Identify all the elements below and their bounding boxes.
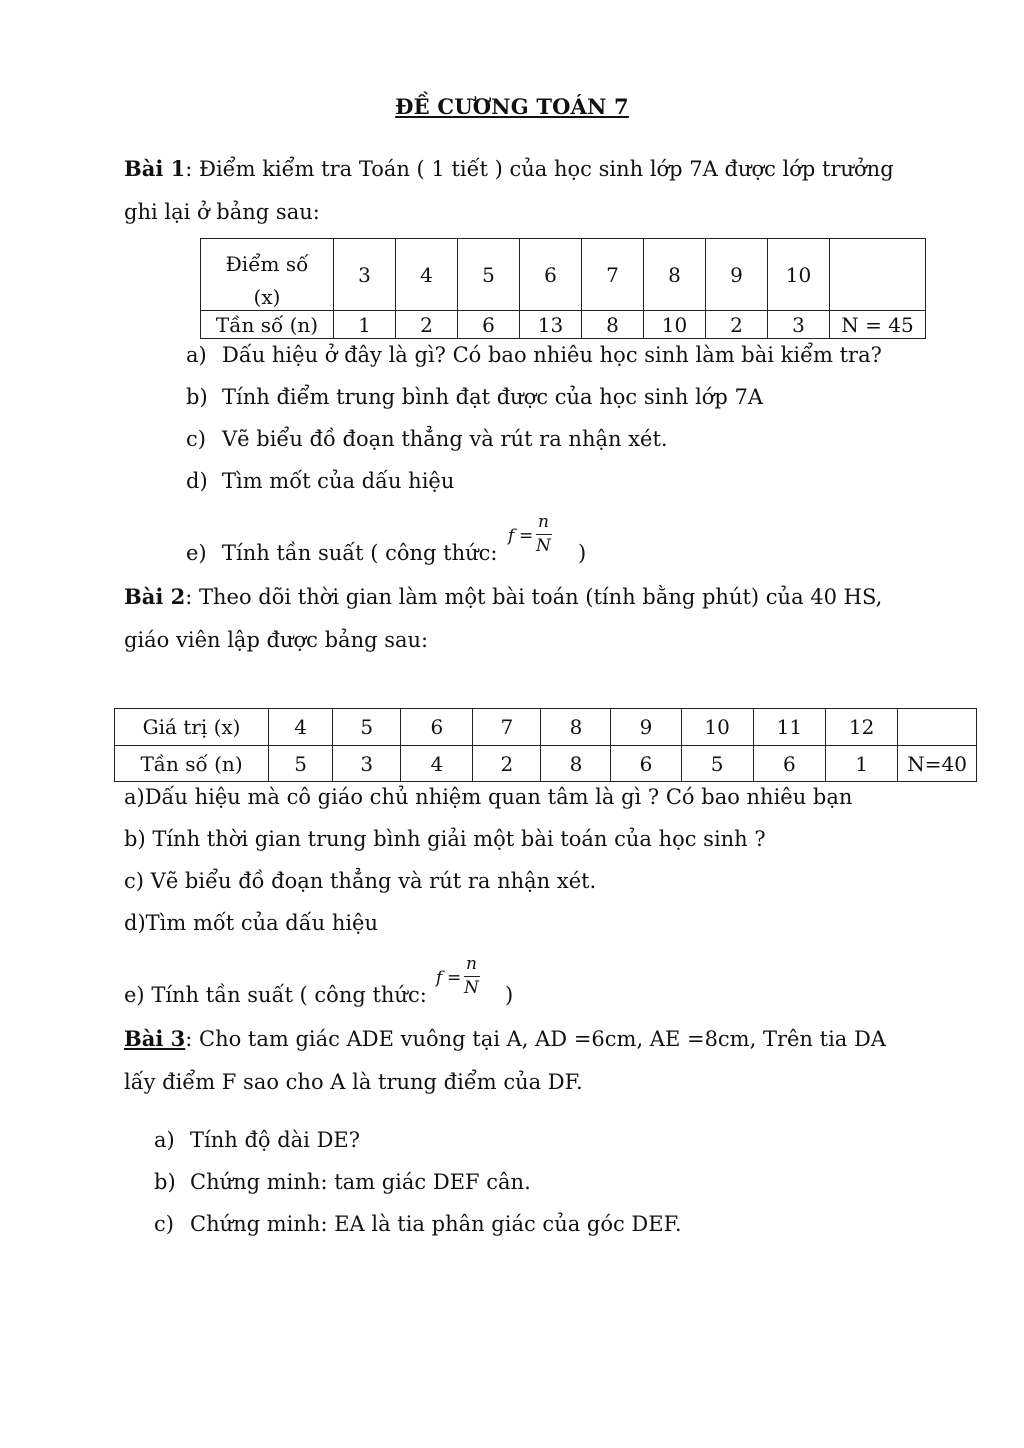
bai2-question-b: b) Tính thời gian trung bình giải một bài toán của học sinh ? bbox=[124, 827, 766, 851]
table-cell: 6 bbox=[458, 311, 520, 339]
bai1-header-x: Điểm số (x) bbox=[201, 239, 334, 311]
bai2-header-x: Giá trị (x) bbox=[115, 709, 269, 746]
bai1-question-d: d) Tìm mốt của dấu hiệu bbox=[186, 469, 455, 493]
bai1-table-row-x bbox=[201, 239, 926, 311]
bai2-intro bbox=[124, 575, 914, 662]
table-cell: 2 bbox=[706, 311, 768, 339]
table-cell: 8 bbox=[541, 709, 611, 746]
bai2-question-e: e) Tính tần suất ( công thức: bbox=[124, 983, 427, 1007]
bai2-header-n: Tần số (n) bbox=[115, 746, 269, 782]
table-cell: 12 bbox=[826, 709, 898, 746]
table-cell: 6 bbox=[611, 746, 681, 782]
table-cell: 5 bbox=[458, 239, 520, 311]
bai1-question-a: a) Dấu hiệu ở đây là gì? Có bao nhiêu học sinh làm bài kiểm tra? bbox=[186, 343, 882, 367]
table-cell: 1 bbox=[826, 746, 898, 782]
table-cell: 8 bbox=[644, 239, 706, 311]
bai3-text: : Cho tam giác ADE vuông tại A, AD =6cm, AE =8cm, Trên tia DA lấy điểm F sao cho A là trung điểm của DF. bbox=[124, 1027, 886, 1094]
table-cell: 8 bbox=[541, 746, 611, 782]
bai3-question-a: a) Tính độ dài DE? bbox=[154, 1128, 360, 1152]
table-cell: 10 bbox=[681, 709, 753, 746]
frequency-formula: f = n N bbox=[508, 512, 551, 556]
table-cell: 5 bbox=[681, 746, 753, 782]
table-cell: 4 bbox=[401, 746, 473, 782]
table-cell: 7 bbox=[473, 709, 541, 746]
bai2-text: : Theo dõi thời gian làm một bài toán (tính bằng phút) của 40 HS, giáo viên lập được bảng sau: bbox=[124, 585, 883, 652]
table-cell-empty bbox=[830, 239, 926, 311]
table-cell: 2 bbox=[473, 746, 541, 782]
bai3-question-b: b) Chứng minh: tam giác DEF cân. bbox=[154, 1170, 531, 1194]
bai2-table bbox=[114, 708, 977, 782]
bai2-label: Bài 2 bbox=[124, 584, 186, 609]
table-cell: 5 bbox=[333, 709, 401, 746]
table-cell: 13 bbox=[520, 311, 582, 339]
bai3-intro bbox=[124, 1017, 894, 1104]
bai3-question-c: c) Chứng minh: EA là tia phân giác của góc DEF. bbox=[154, 1212, 682, 1236]
table-cell: 5 bbox=[269, 746, 333, 782]
table-cell: 3 bbox=[333, 746, 401, 782]
table-cell: 6 bbox=[520, 239, 582, 311]
table-cell: 8 bbox=[582, 311, 644, 339]
bai1-header-n: Tần số (n) bbox=[201, 311, 334, 339]
bai2-question-a: a)Dấu hiệu mà cô giáo chủ nhiệm quan tâm là gì ? Có bao nhiêu bạn bbox=[124, 785, 853, 809]
table-cell: 9 bbox=[706, 239, 768, 311]
bai2-table-row-x bbox=[115, 709, 977, 746]
table-cell: 4 bbox=[269, 709, 333, 746]
table-cell: 9 bbox=[611, 709, 681, 746]
bai2-question-d: d)Tìm mốt của dấu hiệu bbox=[124, 911, 379, 935]
bai1-question-e: e) Tính tần suất ( công thức: bbox=[186, 541, 498, 565]
bai1-table-row-n bbox=[201, 311, 926, 339]
bai1-intro bbox=[124, 147, 924, 234]
table-cell: 6 bbox=[401, 709, 473, 746]
frequency-formula: f = n N bbox=[436, 954, 479, 998]
bai2-question-e-close: ) bbox=[505, 983, 514, 1007]
table-cell: 4 bbox=[396, 239, 458, 311]
bai2-total: N=40 bbox=[898, 746, 977, 782]
bai2-table-row-n bbox=[115, 746, 977, 782]
table-cell: 2 bbox=[396, 311, 458, 339]
table-cell: 3 bbox=[334, 239, 396, 311]
table-cell: 11 bbox=[753, 709, 825, 746]
table-cell: 7 bbox=[582, 239, 644, 311]
bai1-question-e-close: ) bbox=[578, 541, 587, 565]
bai1-total: N = 45 bbox=[830, 311, 926, 339]
bai1-label: Bài 1 bbox=[124, 156, 186, 181]
table-cell: 10 bbox=[768, 239, 830, 311]
table-cell: 6 bbox=[753, 746, 825, 782]
table-cell: 1 bbox=[334, 311, 396, 339]
bai1-text: : Điểm kiểm tra Toán ( 1 tiết ) của học sinh lớp 7A được lớp trưởng ghi lại ở bảng sau: bbox=[124, 157, 894, 224]
table-cell-empty bbox=[898, 709, 977, 746]
table-cell: 3 bbox=[768, 311, 830, 339]
bai1-question-b: b) Tính điểm trung bình đạt được của học sinh lớp 7A bbox=[186, 385, 764, 409]
bai2-question-c: c) Vẽ biểu đồ đoạn thẳng và rút ra nhận xét. bbox=[124, 869, 597, 893]
table-cell: 10 bbox=[644, 311, 706, 339]
bai1-table bbox=[200, 238, 926, 339]
page-title: ĐỀ CƯƠNG TOÁN 7 bbox=[395, 94, 629, 119]
bai1-question-c: c) Vẽ biểu đồ đoạn thẳng và rút ra nhận xét. bbox=[186, 427, 668, 451]
bai3-label: Bài 3 bbox=[124, 1026, 186, 1051]
